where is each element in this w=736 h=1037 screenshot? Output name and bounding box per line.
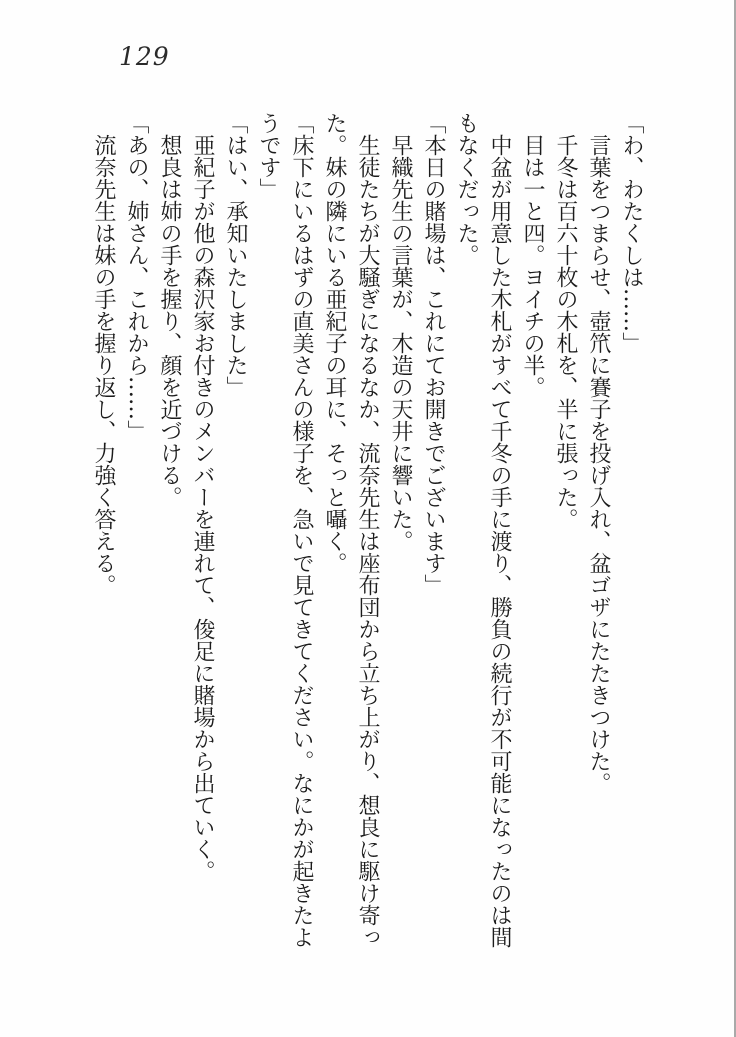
paragraph: 「あの、姉さん、これから……」 bbox=[124, 112, 149, 442]
paragraph: 「はい、承知いたしました」 bbox=[223, 112, 248, 398]
paragraph: 早織先生の言葉が、木造の天井に響いた。 bbox=[388, 134, 413, 552]
paragraph: 「本日の賭場は、これにてお開きでございます」 bbox=[421, 112, 446, 596]
paragraph: 「わ、わたくしは……」 bbox=[619, 112, 644, 354]
paragraph: 想良は姉の手を握り、顔を近づける。 bbox=[157, 134, 182, 508]
paragraph: 中盆が用意した木札がすべて千冬の手に渡り、勝負の続行が不可能になったのは間もなくだった。 bbox=[454, 112, 512, 948]
paragraph: 言葉をつまらせ、壺笊に賽子を投げ入れ、盆ゴザにたたきつけた。 bbox=[586, 134, 611, 794]
paragraph: 生徒たちが大騒ぎになるなか、流奈先生は座布団から立ち上がり、想良に駆け寄った。妹の隣にいる亜紀子の耳に、そっと囁く。 bbox=[322, 112, 380, 948]
paragraph: 亜紀子が他の森沢家お付きのメンバーを連れて、俊足に賭場から出ていく。 bbox=[190, 134, 215, 882]
paragraph: 目は一と四。ヨイチの半。 bbox=[520, 134, 545, 398]
paragraph: 流奈先生は妹の手を握り返し、力強く答える。 bbox=[91, 134, 116, 596]
paragraph: 千冬は百六十枚の木札を、半に張った。 bbox=[553, 134, 578, 530]
vertical-text-block bbox=[87, 112, 648, 962]
page-number: 129 bbox=[119, 42, 170, 71]
paragraph: 「床下にいるはずの直美さんの様子を、急いで見てきてください。なにかが起きたようです」 bbox=[256, 112, 314, 948]
